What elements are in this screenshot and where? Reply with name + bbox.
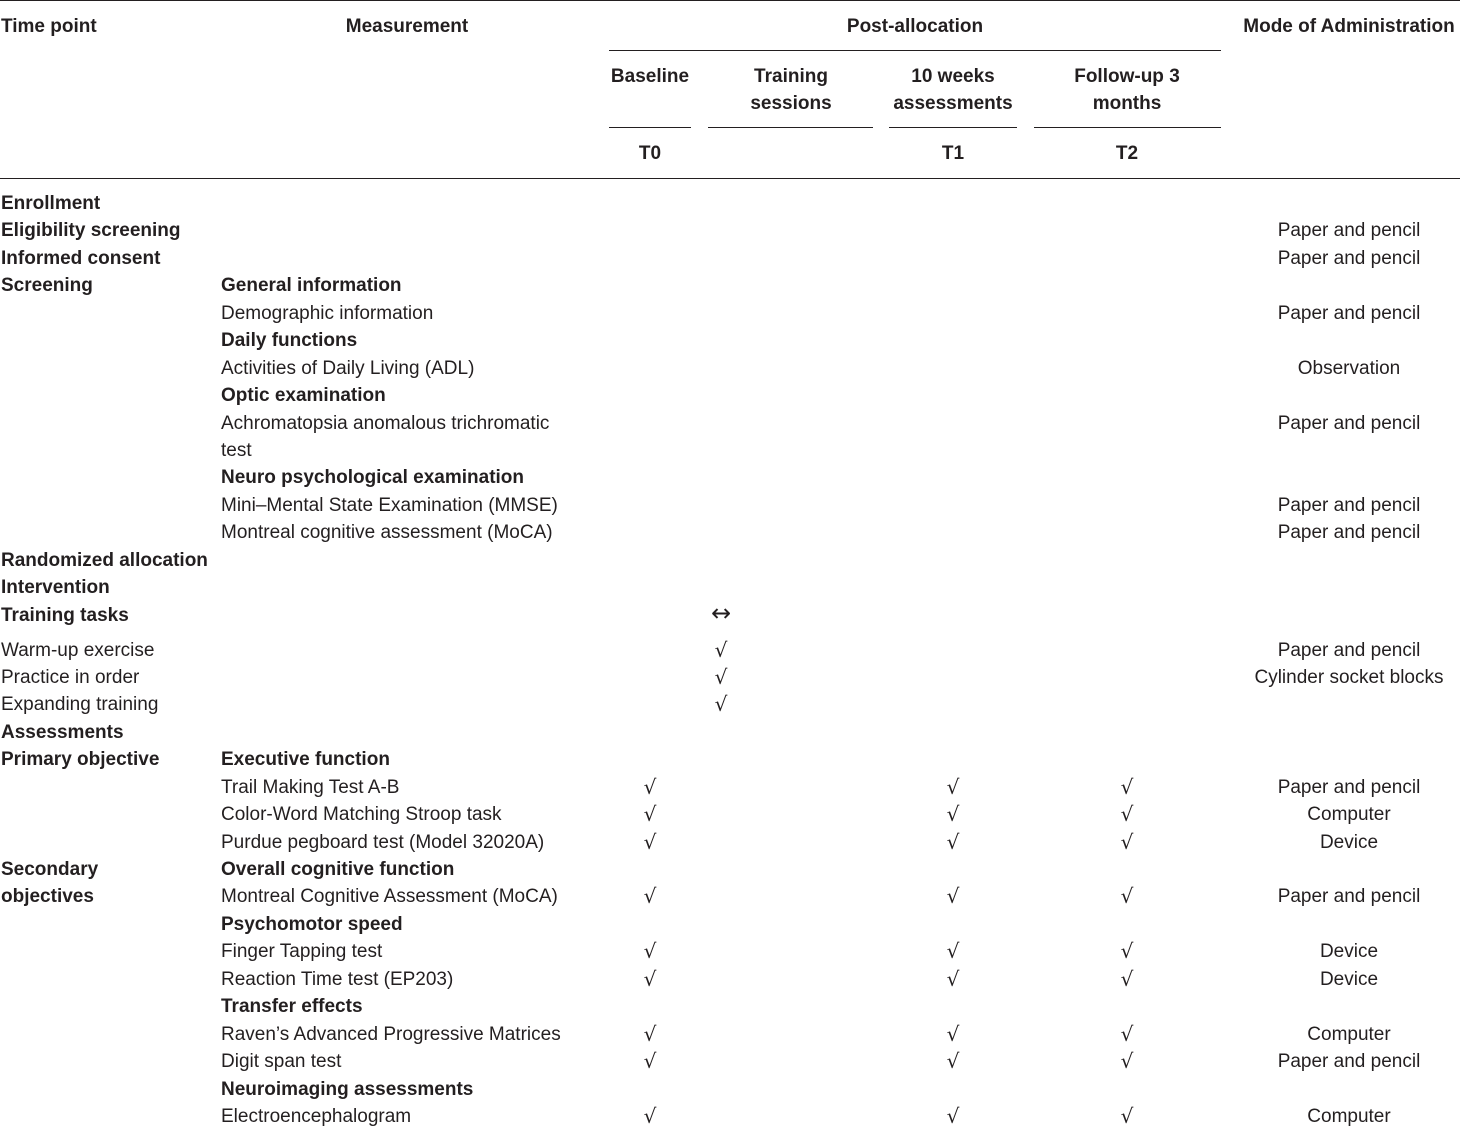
mode-finger: Device [1319, 941, 1379, 962]
check-practice-training: √ [714, 665, 728, 689]
check-finger-t2: √ [1120, 939, 1134, 963]
row-screening: Screening [1, 275, 93, 296]
measure-digit: Digit span test [221, 1051, 342, 1072]
mode-adl: Observation [1297, 358, 1401, 379]
check-stroop-t2: √ [1120, 802, 1134, 826]
check-digit-t2: √ [1120, 1049, 1134, 1073]
mode-eeg: Computer [1307, 1106, 1391, 1127]
header-training-line1: Training [754, 66, 828, 87]
header-training-line2: sessions [750, 93, 832, 114]
header-10weeks-line2: assessments [893, 93, 1013, 114]
header-followup-line2: months [1092, 93, 1162, 114]
header-t1: T1 [941, 143, 965, 164]
header-followup-line1: Follow-up 3 [1074, 66, 1180, 87]
mode-demographic: Paper and pencil [1277, 303, 1421, 324]
row-eligibility: Eligibility screening [1, 220, 181, 241]
measure-moca: Montreal Cognitive Assessment (MoCA) [221, 886, 558, 907]
check-raven-t1: √ [946, 1022, 960, 1046]
row-warmup: Warm-up exercise [1, 640, 155, 661]
header-measurement: Measurement [345, 16, 469, 37]
training-rule [708, 127, 873, 128]
header-t2: T2 [1115, 143, 1139, 164]
row-primary: Primary objective [1, 749, 160, 770]
mode-reaction: Device [1319, 969, 1379, 990]
mode-raven: Computer [1307, 1024, 1391, 1045]
measure-trail: Trail Making Test A-B [221, 777, 400, 798]
check-moca-t1: √ [946, 884, 960, 908]
measure-achromatopsia-line2: test [221, 440, 252, 461]
mode-purdue: Device [1319, 832, 1379, 853]
mode-stroop: Computer [1307, 804, 1391, 825]
check-eeg-t1: √ [946, 1104, 960, 1128]
measure-achromatopsia-line1: Achromatopsia anomalous trichromatic [221, 413, 550, 434]
check-moca-t2: √ [1120, 884, 1134, 908]
check-digit-t1: √ [946, 1049, 960, 1073]
check-warmup-training: √ [714, 638, 728, 662]
header-mode: Mode of Administration [1243, 16, 1455, 37]
row-secondary-line1: Secondary [1, 859, 99, 880]
measure-raven: Raven’s Advanced Progressive Matrices [221, 1024, 561, 1045]
post-allocation-rule [609, 50, 1221, 51]
measure-stroop: Color-Word Matching Stroop task [221, 804, 502, 825]
row-training-tasks: Training tasks [1, 605, 129, 626]
mode-mmse: Paper and pencil [1277, 495, 1421, 516]
row-secondary-line2: objectives [1, 886, 94, 907]
measure-purdue: Purdue pegboard test (Model 32020A) [221, 832, 545, 853]
header-10weeks-line1: 10 weeks [911, 66, 995, 87]
check-moca-t0: √ [643, 884, 657, 908]
row-practice: Practice in order [1, 667, 140, 688]
mode-trail: Paper and pencil [1277, 777, 1421, 798]
followup-rule [1034, 127, 1221, 128]
measure-reaction: Reaction Time test (EP203) [221, 969, 454, 990]
row-intervention: Intervention [1, 577, 110, 598]
measure-demographic: Demographic information [221, 303, 434, 324]
mode-consent: Paper and pencil [1277, 248, 1421, 269]
measure-eeg: Electroencephalogram [221, 1106, 412, 1127]
check-reaction-t2: √ [1120, 967, 1134, 991]
group-general-info: General information [221, 275, 402, 296]
header-bottom-rule [0, 178, 1460, 179]
check-expanding-training: √ [714, 692, 728, 716]
row-assessments: Assessments [1, 722, 124, 743]
check-finger-t1: √ [946, 939, 960, 963]
check-purdue-t1: √ [946, 830, 960, 854]
check-purdue-t0: √ [643, 830, 657, 854]
group-optic: Optic examination [221, 385, 386, 406]
check-trail-t0: √ [643, 775, 657, 799]
check-eeg-t2: √ [1120, 1104, 1134, 1128]
group-transfer: Transfer effects [221, 996, 363, 1017]
10weeks-rule [889, 127, 1017, 128]
group-psychomotor: Psychomotor speed [221, 914, 403, 935]
check-finger-t0: √ [643, 939, 657, 963]
mode-practice: Cylinder socket blocks [1254, 667, 1444, 688]
header-time-point: Time point [1, 16, 97, 37]
mode-digit: Paper and pencil [1277, 1051, 1421, 1072]
mode-moca: Paper and pencil [1277, 886, 1421, 907]
measure-mmse: Mini–Mental State Examination (MMSE) [221, 495, 558, 516]
row-expanding: Expanding training [1, 694, 159, 715]
check-trail-t2: √ [1120, 775, 1134, 799]
row-randomized: Randomized allocation [1, 550, 208, 571]
measure-moca-screening: Montreal cognitive assessment (MoCA) [221, 522, 553, 543]
check-trail-t1: √ [946, 775, 960, 799]
header-t0: T0 [638, 143, 662, 164]
group-executive: Executive function [221, 749, 390, 770]
header-baseline: Baseline [610, 66, 690, 87]
check-reaction-t1: √ [946, 967, 960, 991]
check-reaction-t0: √ [643, 967, 657, 991]
check-eeg-t0: √ [643, 1104, 657, 1128]
mode-eligibility: Paper and pencil [1277, 220, 1421, 241]
group-daily-functions: Daily functions [221, 330, 358, 351]
group-overall-cognitive: Overall cognitive function [221, 859, 455, 880]
mode-warmup: Paper and pencil [1277, 640, 1421, 661]
check-digit-t0: √ [643, 1049, 657, 1073]
check-raven-t0: √ [643, 1022, 657, 1046]
group-neuro-exam: Neuro psychological examination [221, 467, 525, 488]
check-raven-t2: √ [1120, 1022, 1134, 1046]
group-neuroimaging: Neuroimaging assessments [221, 1079, 474, 1100]
mode-achromatopsia: Paper and pencil [1277, 413, 1421, 434]
check-stroop-t0: √ [643, 802, 657, 826]
check-stroop-t1: √ [946, 802, 960, 826]
header-post-allocation: Post-allocation [846, 16, 984, 37]
measure-finger: Finger Tapping test [221, 941, 383, 962]
mode-moca-screening: Paper and pencil [1277, 522, 1421, 543]
measure-adl: Activities of Daily Living (ADL) [221, 358, 475, 379]
check-purdue-t2: √ [1120, 830, 1134, 854]
baseline-rule [609, 127, 691, 128]
row-consent: Informed consent [1, 248, 161, 269]
row-enrollment: Enrollment [1, 193, 101, 214]
training-span-arrow: ↔ [710, 599, 732, 627]
top-rule [0, 0, 1460, 1]
